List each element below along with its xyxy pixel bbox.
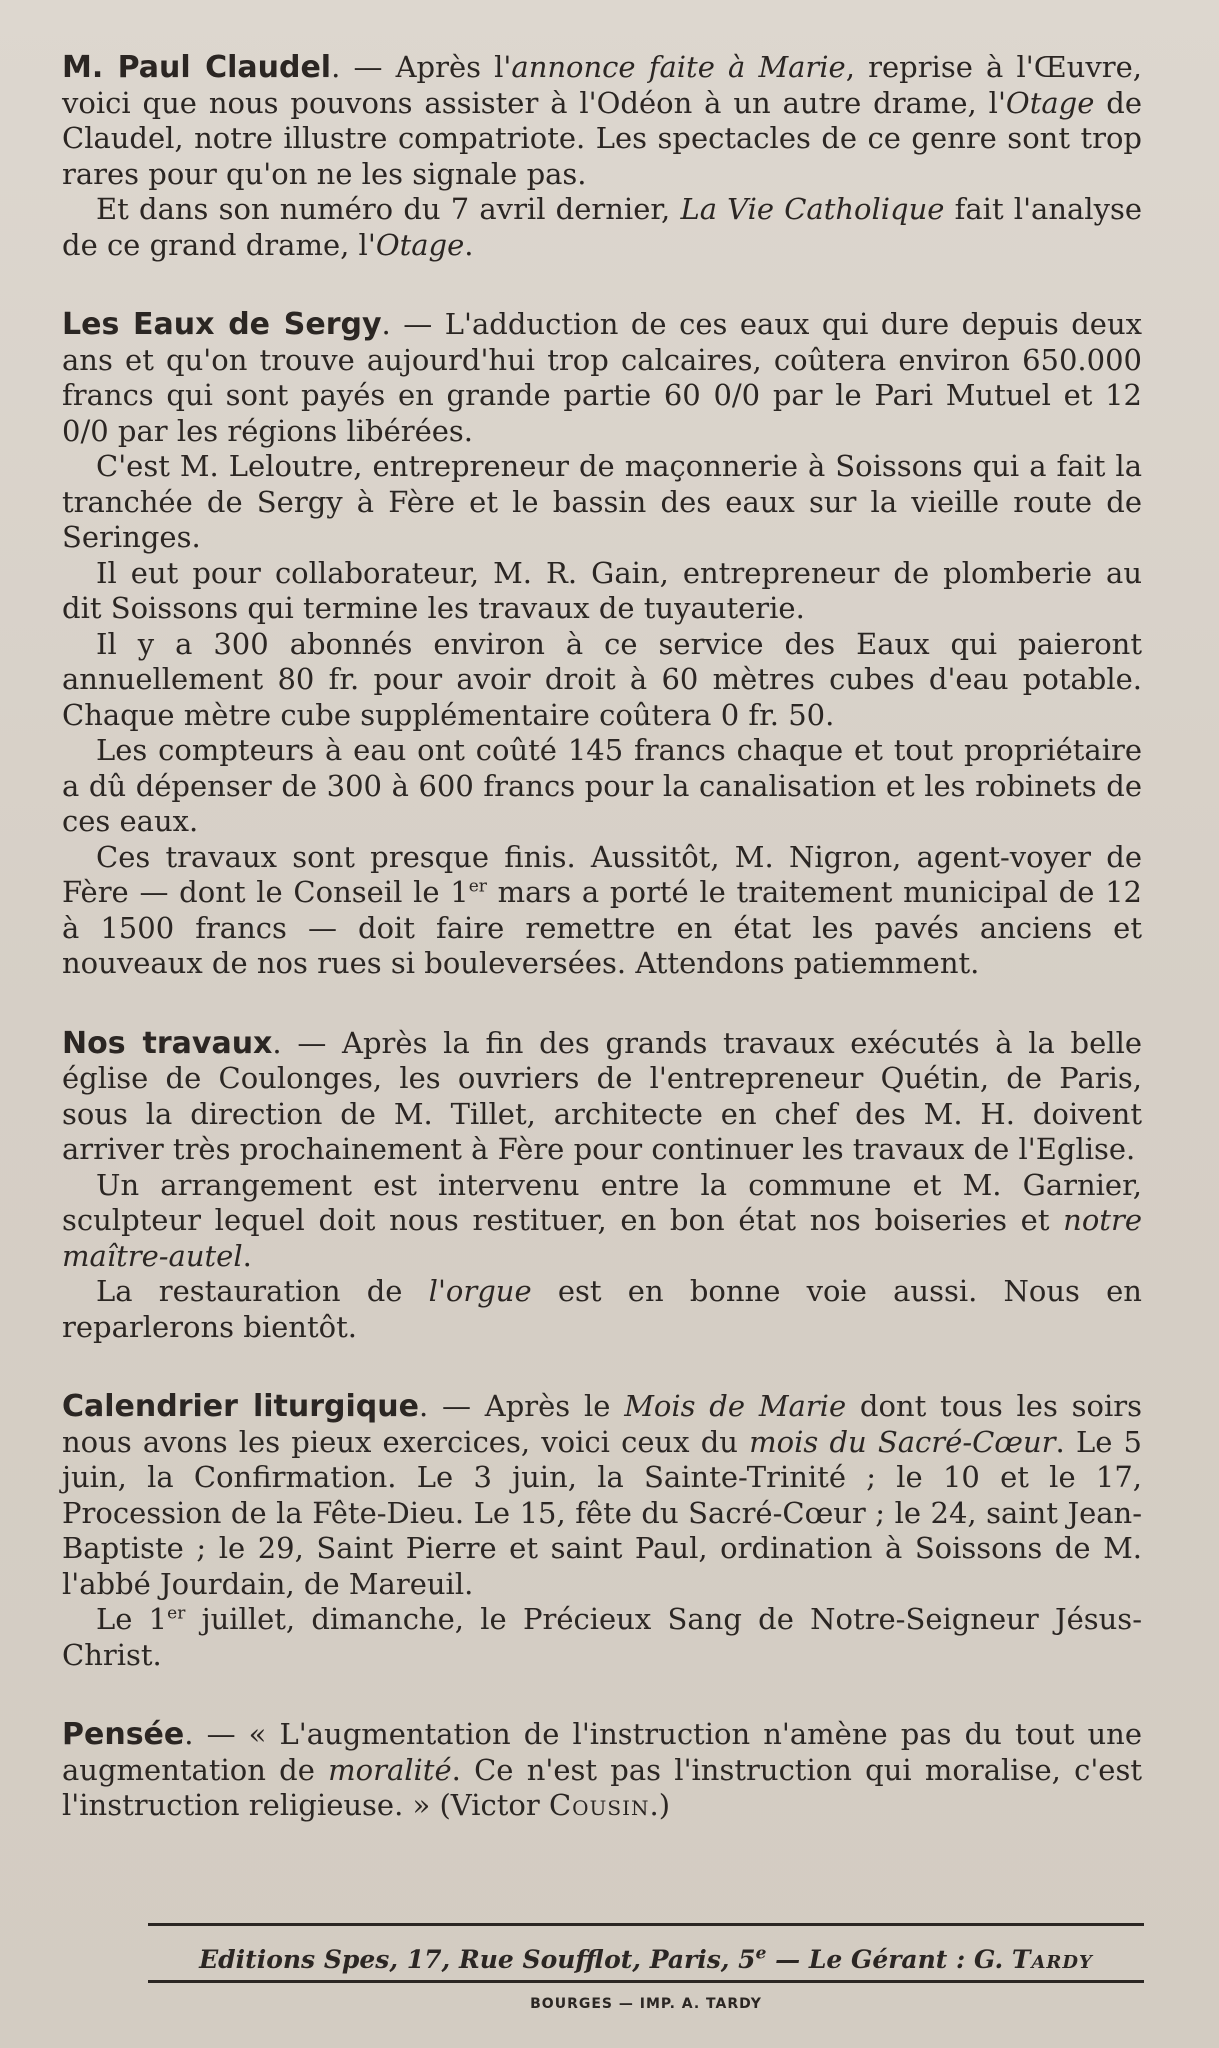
paragraph — [62, 50, 1142, 192]
paragraph-text: Un arrangement est intervenu entre la commune et M. Garnier, sculpteur lequel doit nous restituer, en bon état nos boiseries et — [62, 1167, 1142, 1237]
article — [62, 1026, 1142, 1346]
paragraph-text: Il eut pour collaborateur, M. R. Gain, entrepreneur de plomberie au dit Soissons qui termine les travaux de tuyauterie. — [62, 555, 1142, 625]
paragraph-text: La restauration de — [96, 1274, 429, 1308]
footer-rule-top — [148, 1923, 1144, 1926]
paragraph — [62, 1274, 1142, 1345]
paragraph-text: . — L'adduction de ces eaux qui dure depuis deux ans et qu'on trouve aujourd'hui trop calcaires, coûtera environ 650.000 francs qui sont payés en grande partie 60 0/0 par le Pari Mutuel et 12 0/0 par les régions libérées. — [62, 307, 1142, 448]
paragraph-text: de Claudel, notre illustre compatriote. Les spectacles de ce genre sont trop rares pour qu'on ne les signale pas. — [62, 85, 1142, 191]
paragraph-text: , reprise à l'Œuvre, voici que nous pouvons assister à l'Odéon à un autre drame, l' — [62, 50, 1142, 120]
italic-text: La Vie Catholique — [680, 192, 945, 226]
paragraph-text: .) — [649, 1788, 671, 1822]
paragraph — [62, 307, 1142, 449]
article-heading: M. Paul Claudel — [62, 50, 332, 85]
article-heading: Nos travaux — [62, 1025, 273, 1061]
paragraph-text: Les compteurs à eau ont coûté 145 francs chaque et tout propriétaire a dû dépenser de 300 à 600 francs pour la canalisation et les robinets de ces eaux. — [62, 733, 1142, 838]
article — [62, 1389, 1142, 1673]
paragraph-text: . — [464, 227, 474, 262]
article-column — [62, 50, 1142, 1868]
paragraph — [62, 1602, 1142, 1673]
paragraph — [62, 1026, 1142, 1168]
paragraph-text: . — « L'augmentation de l'instruction n'amène pas du tout une augmentation de — [62, 1717, 1142, 1787]
paragraph-text: . — [242, 1238, 252, 1273]
paragraph-text: . — Après la fin des grands travaux exécutés à la belle église de Coulonges, les ouvriers de l'entrepreneur Quétin, de Paris, sous la direction de M. Tillet, architecte en chef des M. H. doivent arriver très prochainement à Fère pour continuer les travaux de l'Eglise. — [62, 1025, 1143, 1166]
paragraph — [62, 556, 1142, 627]
paragraph-text: Ces travaux sont presque finis. Aussitôt, M. Nigron, agent-voyer de Fère — dont le Conseil le 1 — [62, 839, 1142, 909]
paragraph — [62, 1389, 1142, 1602]
paragraph-text: Il y a 300 abonnés environ à ce service des Eaux qui paieront annuellement 80 fr. pour avoir droit à 60 mètres cubes d'eau potable. Chaque mètre cube supplémentaire coûtera 0 fr. 50. — [62, 626, 1142, 732]
paragraph — [62, 1717, 1142, 1824]
paragraph-text: dont tous les soirs nous avons les pieux exercices, voici ceux du — [62, 1389, 1142, 1459]
paragraph — [62, 192, 1142, 263]
paragraph-text: . — Après le — [418, 1389, 625, 1423]
paragraph-text: . — Après l' — [331, 50, 512, 84]
paragraph — [62, 627, 1142, 734]
italic-text: Otage — [375, 227, 465, 262]
paragraph-text: mars a porté le traitement municipal de 12 à 1500 francs — doit faire remettre en état les pavés anciens et nouveaux de nos rues si bouleversées. Attendons patiemment. — [62, 875, 1143, 980]
paragraph-text: . Ce n'est pas l'instruction qui moralise, c'est l'instruction religieuse. » (Victor — [62, 1752, 1142, 1822]
paragraph-text: . Le 5 juin, la Confirmation. Le 3 juin, la Sainte-Trinité ; le 10 et le 17, Procession de la Fête-Dieu. Le 15, fête du Sacré-Cœur ; le 24, saint Jean-Baptiste ; le 29, Saint Pierre et saint Paul, ordination à Soissons de M. l'abbé Jourdain, de Mareuil. — [62, 1424, 1143, 1601]
italic-text: notre maître-autel — [62, 1203, 1142, 1273]
italic-text: mois du Sacré-Cœur — [749, 1424, 1056, 1459]
superscript: er — [167, 1603, 186, 1624]
italic-text: l'orgue — [428, 1274, 532, 1308]
footer-publisher: Editions Spes, 17, Rue Soufflot, Paris, 5 — [199, 1945, 756, 1974]
article-heading: Calendrier liturgique — [62, 1389, 419, 1424]
italic-text: moralité — [328, 1752, 452, 1787]
paragraph — [62, 733, 1142, 840]
printer-line: BOURGES — IMP. A. TARDY — [530, 1996, 762, 2012]
footer-manager-name: Tardy — [1011, 1945, 1093, 1974]
article-heading: Les Eaux de Sergy — [62, 307, 382, 342]
paragraph-text: C'est M. Leloutre, entrepreneur de maçonnerie à Soissons qui a fait la tranchée de Sergy à Fère et le bassin des eaux sur la vieille route de Seringes. — [62, 449, 1142, 554]
superscript: er — [468, 876, 487, 897]
paragraph-text: juillet, dimanche, le Précieux Sang de Notre-Seigneur Jésus-Christ. — [62, 1602, 1142, 1672]
article-heading: Pensée — [62, 1717, 185, 1752]
publisher-footer — [148, 1945, 1144, 1974]
paragraph — [62, 1168, 1142, 1275]
italic-text: annonce faite à Marie — [511, 50, 846, 84]
footer-manager: — Le Gérant : G. — [766, 1945, 1012, 1974]
article — [62, 1717, 1142, 1824]
italic-text: Mois de Marie — [624, 1389, 847, 1423]
paragraph-text: Et dans son numéro du 7 avril dernier, — [96, 192, 681, 226]
footer-sup: e — [755, 1943, 767, 1964]
article — [62, 307, 1142, 982]
italic-text: Otage — [1005, 85, 1095, 120]
footer-rule-bottom — [148, 1980, 1144, 1983]
article — [62, 50, 1142, 263]
paragraph — [62, 449, 1142, 556]
paragraph-text: Le 1 — [96, 1602, 168, 1636]
paragraph-text: fait l'analyse de ce grand drame, l' — [62, 192, 1142, 262]
paragraph — [62, 840, 1142, 982]
author-name: Cousin — [548, 1788, 650, 1822]
paragraph-text: est en bonne voie aussi. Nous en reparlerons bientôt. — [62, 1274, 1142, 1344]
